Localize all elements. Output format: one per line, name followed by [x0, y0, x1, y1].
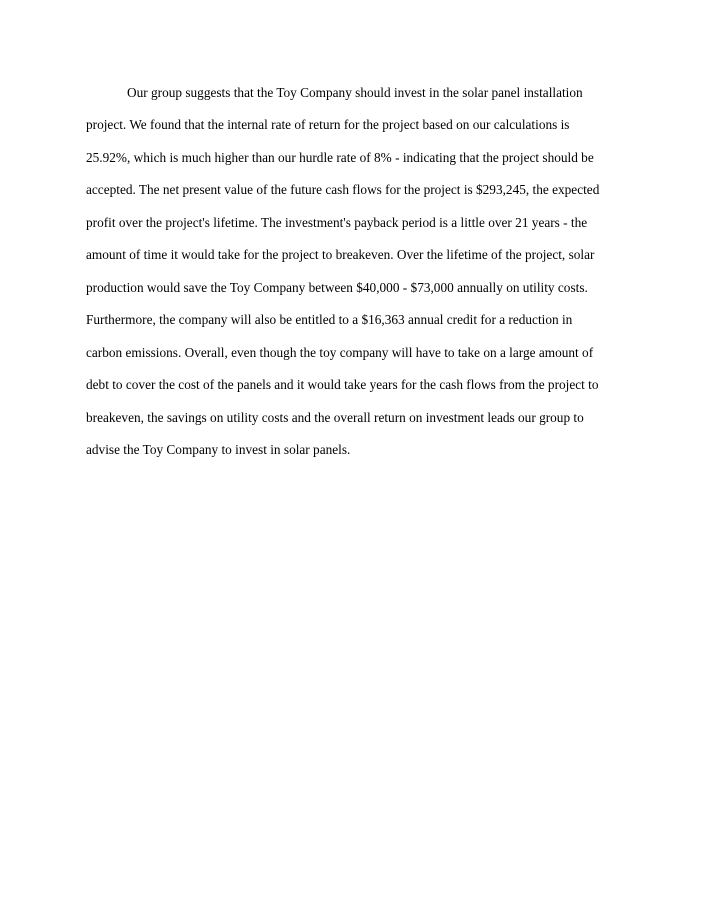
paragraph-line: advise the Toy Company to invest in solar panels.	[86, 442, 351, 457]
paragraph-line: debt to cover the cost of the panels and it would take years for the cash flows from the project to	[86, 377, 599, 392]
paragraph-line: profit over the project's lifetime. The investment's payback period is a little over 21 years - the	[86, 215, 588, 230]
paragraph-line: amount of time it would take for the project to breakeven. Over the lifetime of the project, solar	[86, 247, 595, 262]
paragraph-line: carbon emissions. Overall, even though the toy company will have to take on a large amount of	[86, 345, 594, 360]
paragraph-line: project. We found that the internal rate of return for the project based on our calculations is	[86, 117, 570, 132]
paragraph-line: production would save the Toy Company between $40,000 - $73,000 annually on utility costs.	[86, 280, 588, 295]
paragraph-line: 25.92%, which is much higher than our hurdle rate of 8% - indicating that the project should be	[86, 150, 594, 165]
paragraph-line: Furthermore, the company will also be entitled to a $16,363 annual credit for a reduction in	[86, 312, 573, 327]
paragraph-line: Our group suggests that the Toy Company should invest in the solar panel installation	[127, 85, 583, 100]
paragraph-line: accepted. The net present value of the future cash flows for the project is $293,245, the expected	[86, 182, 600, 197]
paragraph-line: breakeven, the savings on utility costs and the overall return on investment leads our group to	[86, 410, 584, 425]
